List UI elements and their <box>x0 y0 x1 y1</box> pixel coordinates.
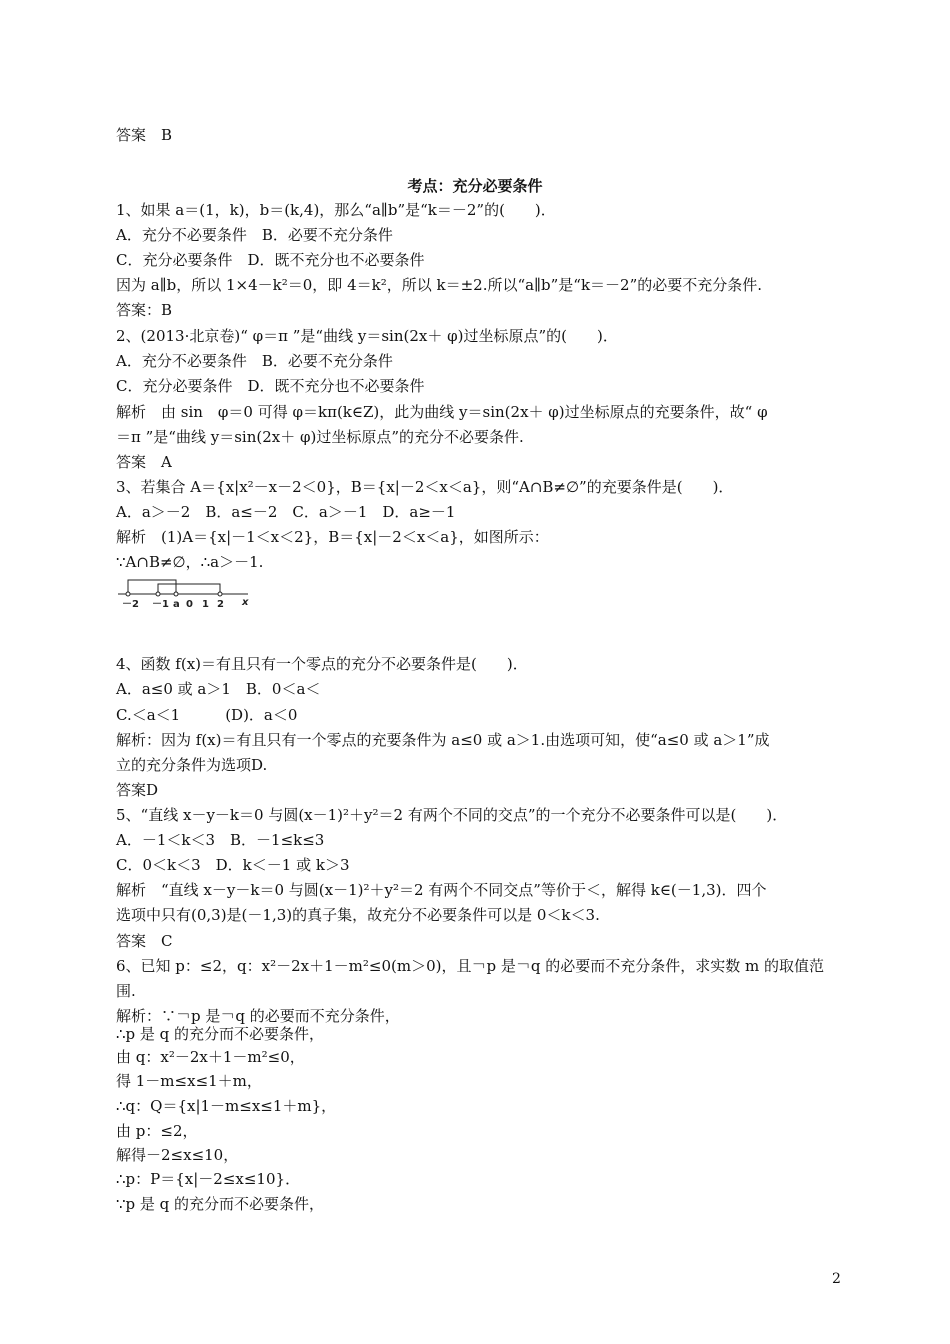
text-line: 由 p：≤2， <box>116 1122 198 1140</box>
text-line: 答案：B <box>116 301 173 319</box>
text-line: 5、“直线 x－y－k＝0 与圆(x－1)²＋y²＝2 有两个不同的交点”的一个充分不必要条件可以是( )． <box>116 806 788 824</box>
tick-label: 0 <box>186 599 193 610</box>
text-line: 由 q：x²－2x＋1－m²≤0， <box>116 1048 305 1066</box>
text-line: A．－1＜k＜3 B．－1≤k≤3 <box>116 831 325 849</box>
open-point <box>174 592 178 596</box>
text-line: A．a≤0 或 a＞1 B．0＜a＜ <box>116 680 321 698</box>
text-line: 解析：∵￢p 是￢q 的必要而不充分条件， <box>116 1007 400 1025</box>
text-line: ∵p 是 q 的充分而不必要条件， <box>116 1195 325 1213</box>
text-line: ∵A∩B≠∅，∴a＞－1. <box>116 553 264 571</box>
text-line: ∴p 是 q 的充分而不必要条件， <box>116 1025 325 1043</box>
text-line: 答案 A <box>116 453 172 471</box>
tick-label: －2 <box>122 599 139 610</box>
text-line: 答案 B <box>116 126 173 144</box>
text-line: 解析 由 sin φ＝0 可得 φ＝kπ(k∈Z)，此为曲线 y＝sin(2x＋ φ)过坐标原点的充要条件，故“ φ <box>116 403 768 421</box>
text-line: C．0＜k＜3 D．k＜－1 或 k＞3 <box>116 856 350 874</box>
set-a-bracket <box>158 584 220 594</box>
tick-label: 1 <box>202 599 209 610</box>
text-line: 立的充分条件为选项D. <box>116 756 268 774</box>
text-line: 选项中只有(0,3)是(－1,3)的真子集，故充分不必要条件可以是 0＜k＜3. <box>116 906 600 924</box>
page-number: 2 <box>832 1271 841 1287</box>
open-point <box>218 592 222 596</box>
tick-label: 2 <box>217 599 224 610</box>
text-line: A．充分不必要条件 B．必要不充分条件 <box>116 226 393 244</box>
text-line: 6、已知 p：≤2，q：x²－2x＋1－m²≤0(m＞0)，且￢p 是￢q 的必要而不充分条件，求实数 m 的取值范 <box>116 957 824 975</box>
section-heading: 考点：充分必要条件 <box>407 177 543 195</box>
text-line: C．充分必要条件 D．既不充分也不必要条件 <box>116 377 425 395</box>
axis-label: x <box>242 597 249 608</box>
open-point <box>156 592 160 596</box>
text-line: 答案 C <box>116 932 173 950</box>
text-line: 因为 a∥b，所以 1×4－k²＝0，即 4＝k²，所以 k＝±2.所以“a∥b”是“k＝－2”的必要不充分条件. <box>116 276 763 294</box>
text-line: 解析 “直线 x－y－k＝0 与圆(x－1)²＋y²＝2 有两个不同交点”等价于＜，解得 k∈(－1,3)．四个 <box>116 881 767 899</box>
open-point <box>126 592 130 596</box>
text-line: 3、若集合 A＝{x|x²－x－2＜0}，B＝{x|－2＜x＜a}，则“A∩B≠∅”的充要条件是( )． <box>116 478 734 496</box>
text-line: 2、(2013·北京卷)“ φ＝π ”是“曲线 y＝sin(2x＋ φ)过坐标原点”的( )． <box>116 327 618 345</box>
text-line: ∴p：P＝{x|－2≤x≤10}． <box>116 1170 301 1188</box>
text-line: A．充分不必要条件 B．必要不充分条件 <box>116 352 393 370</box>
text-line: C．充分必要条件 D．既不充分也不必要条件 <box>116 251 425 269</box>
text-line: A．a＞－2 B．a≤－2 C．a＞－1 D．a≥－1 <box>116 503 456 521</box>
text-line: C.＜a＜1 (D)．a＜0 <box>116 706 298 724</box>
text-line: 1、如果 a＝(1，k)，b＝(k,4)，那么“a∥b”是“k＝－2”的( )． <box>116 201 556 219</box>
text-line: 解得－2≤x≤10， <box>116 1146 239 1164</box>
tick-label: －1 <box>152 599 169 610</box>
text-line: 解析：因为 f(x)＝有且只有一个零点的充要条件为 a≤0 或 a＞1.由选项可知，使“a≤0 或 a＞1”成 <box>116 731 770 749</box>
text-line: 围. <box>116 982 136 1000</box>
text-line: 4、函数 f(x)＝有且只有一个零点的充分不必要条件是( )． <box>116 655 528 673</box>
text-line: 得 1－m≤x≤1＋m， <box>116 1072 262 1090</box>
text-line: ＝π ”是“曲线 y＝sin(2x＋ φ)过坐标原点”的充分不必要条件. <box>116 428 524 446</box>
number-line-figure <box>116 576 256 610</box>
text-line: ∴q：Q＝{x|1－m≤x≤1＋m}， <box>116 1097 337 1115</box>
text-line: 答案D <box>116 781 159 799</box>
tick-label: a <box>173 599 180 610</box>
set-b-bracket <box>128 580 176 594</box>
text-line: 解析 (1)A＝{x|－1＜x＜2}，B＝{x|－2＜x＜a}，如图所示： <box>116 528 549 546</box>
